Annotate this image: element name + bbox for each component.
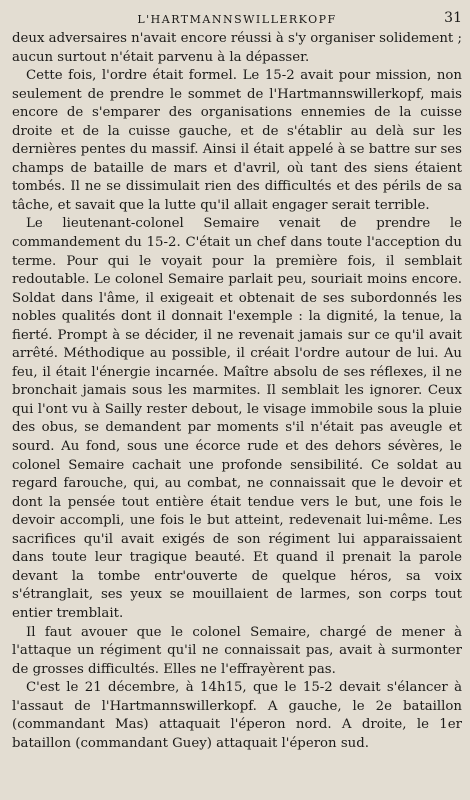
running-title: L'HARTMANNSWILLERKOPF <box>137 13 337 26</box>
paragraph: Il faut avouer que le colonel Semaire, chargé de mener à l'attaque un régiment qu'il ne connaissait pas, avait à surmonter de grosses difficultés. Elles ne l'effrayèrent pas. <box>12 624 462 677</box>
paragraph: Cette fois, l'ordre était formel. Le 15-2 avait pour mission, non seulement de prendre le sommet de l'Hartmannswillerkopf, mais encore de s'emparer des organisations ennemies de la cuisse droite et de la cuisse gauche, et de s'établir au delà sur les dernières pentes du massif. Ainsi il était appelé à se battre sur ses champs de bataille de mars et d'avril, où tant des siens étaient tombés. Il ne se dissimulait rien des difficultés et des périls de sa tâche, et savait que la lutte qu'il allait engager serait terrible. <box>12 68 462 213</box>
paragraph-continued: deux adversaires n'avait encore réussi à s'y organiser solidement ; aucun surtout n'était parvenu à la dépasser. <box>12 31 462 65</box>
body-text <box>12 30 462 753</box>
page-header <box>12 6 462 30</box>
paragraph: C'est le 21 décembre, à 14h15, que le 15-2 devait s'élancer à l'assaut de l'Hartmannswillerkopf. A gauche, le 2e bataillon (commandant Mas) attaquait l'éperon nord. A droite, le 1er bataillon (commandant Guey) attaquait l'éperon sud. <box>12 680 462 751</box>
page-number: 31 <box>444 10 462 26</box>
paragraph: Le lieutenant-colonel Semaire venait de prendre le commandement du 15-2. C'était un chef dans toute l'acception du terme. Pour qui le voyait pour la première fois, il semblait redoutable. Le colonel Semaire parlait peu, souriait moins encore. Soldat dans l'âme, il exigeait et obtenait de ses subordonnés les nobles qualités dont il donnait l'exemple : la dignité, la tenue, la fierté. Prompt à se décider, il ne revenait jamais sur ce qu'il avait arrêté. Méthodique au possible, il créait l'ordre autour de lui. Au feu, il était l'énergie incarnée. Maître absolu de ses réflexes, il ne bronchait jamais sous les marmites. Il semblait les ignorer. Ceux qui l'ont vu à Sailly rester debout, le visage immobile sous la pluie des obus, se demandent par moments s'il n'était pas aveugle et sourd. Au fond, sous une écorce rude et des dehors sévères, le colonel Semaire cachait une profonde sensibilité. Ce soldat au regard farouche, qui, au combat, ne connaissait que le devoir et dont la pensée tout entière était tendue vers le but, une fois le devoir accompli, une fois le but atteint, redevenait lui-même. Les sacrifices qu'il avait exigés de son régiment lui apparaissaient dans toute leur tragique beauté. Et quand il prenait la parole devant la tombe entr'ouverte de quelque héros, sa voix s'étranglait, ses yeux se mouillaient de larmes, son corps tout entier tremblait. <box>12 216 462 621</box>
